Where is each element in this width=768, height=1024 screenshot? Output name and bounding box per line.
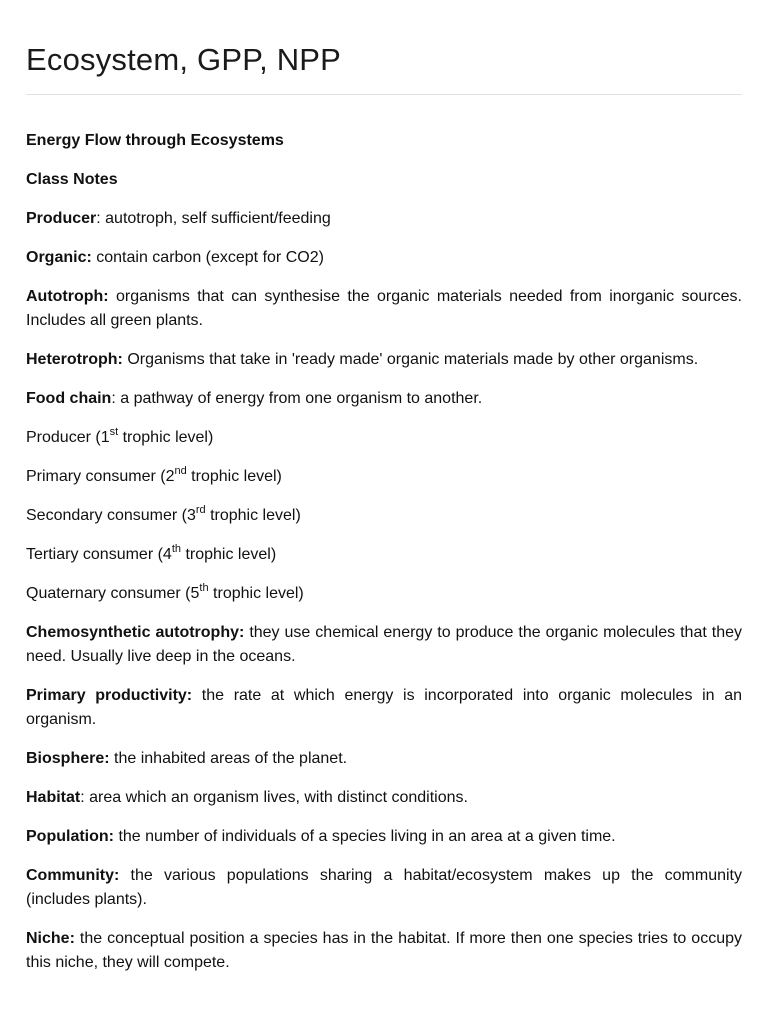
trophic-level-item: Tertiary consumer (4th trophic level) (26, 543, 277, 563)
definition-population (26, 825, 742, 849)
trophic-level-item: Quaternary consumer (5th trophic level) (26, 582, 304, 602)
definition-term: Food chain (26, 390, 112, 407)
definition-term: Community: (26, 867, 120, 884)
section-heading: Energy Flow through Ecosystems (26, 132, 284, 149)
definition-text: autotroph, self sufficient/feeding (105, 210, 331, 227)
definition-term: Population: (26, 828, 114, 845)
definition-text: the number of individuals of a species living in an area at a given time. (118, 828, 616, 845)
definition-food-chain: Food chain: a pathway of energy from one organism to another. (26, 390, 483, 407)
definition-term: Biosphere: (26, 750, 110, 767)
definition-producer: Producer: autotroph, self sufficient/feeding (26, 210, 331, 227)
definition-term: Producer (26, 210, 97, 227)
definition-term: Niche: (26, 930, 75, 947)
definition-text: organisms that can synthesise the organic materials needed from inorganic sources. Includes all green plants. (26, 288, 742, 329)
definition-term: Chemosynthetic autotrophy: (26, 624, 245, 641)
trophic-level-item: Secondary consumer (3rd trophic level) (26, 504, 301, 524)
sub-heading: Class Notes (26, 171, 118, 188)
ordinal-suffix: nd (174, 465, 187, 477)
definition-primary-productivity (26, 684, 742, 732)
definition-term: Heterotroph: (26, 351, 123, 368)
definition-term: Primary productivity: (26, 687, 193, 704)
definition-chemosynthetic-autotrophy (26, 621, 742, 669)
definition-text: the inhabited areas of the planet. (114, 750, 348, 767)
definition-text: the various populations sharing a habitat/ecosystem makes up the community (includes plants). (26, 867, 742, 908)
definition-community (26, 864, 742, 912)
page-title: Ecosystem, GPP, NPP (26, 42, 342, 77)
definition-term: Organic: (26, 249, 92, 266)
definition-biosphere (26, 747, 742, 771)
definition-niche (26, 927, 742, 975)
definition-text: Organisms that take in 'ready made' organic materials made by other organisms. (127, 351, 699, 368)
definition-text: contain carbon (except for CO2) (96, 249, 324, 266)
definition-heterotroph (26, 348, 742, 372)
ordinal-suffix: th (171, 543, 182, 555)
ordinal-suffix: th (199, 582, 209, 594)
definition-text: the conceptual position a species has in the habitat. If more then one species tries to occupy this niche, they will compete. (26, 930, 742, 971)
definition-habitat: Habitat: area which an organism lives, with distinct conditions. (26, 789, 468, 806)
definition-text: the rate at which energy is incorporated into organic molecules in an organism. (26, 687, 742, 728)
trophic-level-item: Producer (1st trophic level) (26, 426, 214, 446)
ordinal-suffix: rd (195, 504, 206, 516)
definition-text: they use chemical energy to produce the organic molecules that they need. Usually live deep in the oceans. (26, 624, 743, 665)
definition-term: Habitat (26, 789, 81, 806)
ordinal-suffix: st (109, 426, 119, 438)
definition-text: area which an organism lives, with distinct conditions. (89, 789, 468, 806)
definition-autotroph (26, 285, 742, 333)
definition-text: a pathway of energy from one organism to another. (120, 390, 483, 407)
definition-organic (26, 246, 742, 270)
definition-term: Autotroph: (26, 288, 109, 305)
document-page (26, 0, 742, 975)
title-divider (26, 94, 742, 95)
trophic-level-item: Primary consumer (2nd trophic level) (26, 465, 282, 485)
